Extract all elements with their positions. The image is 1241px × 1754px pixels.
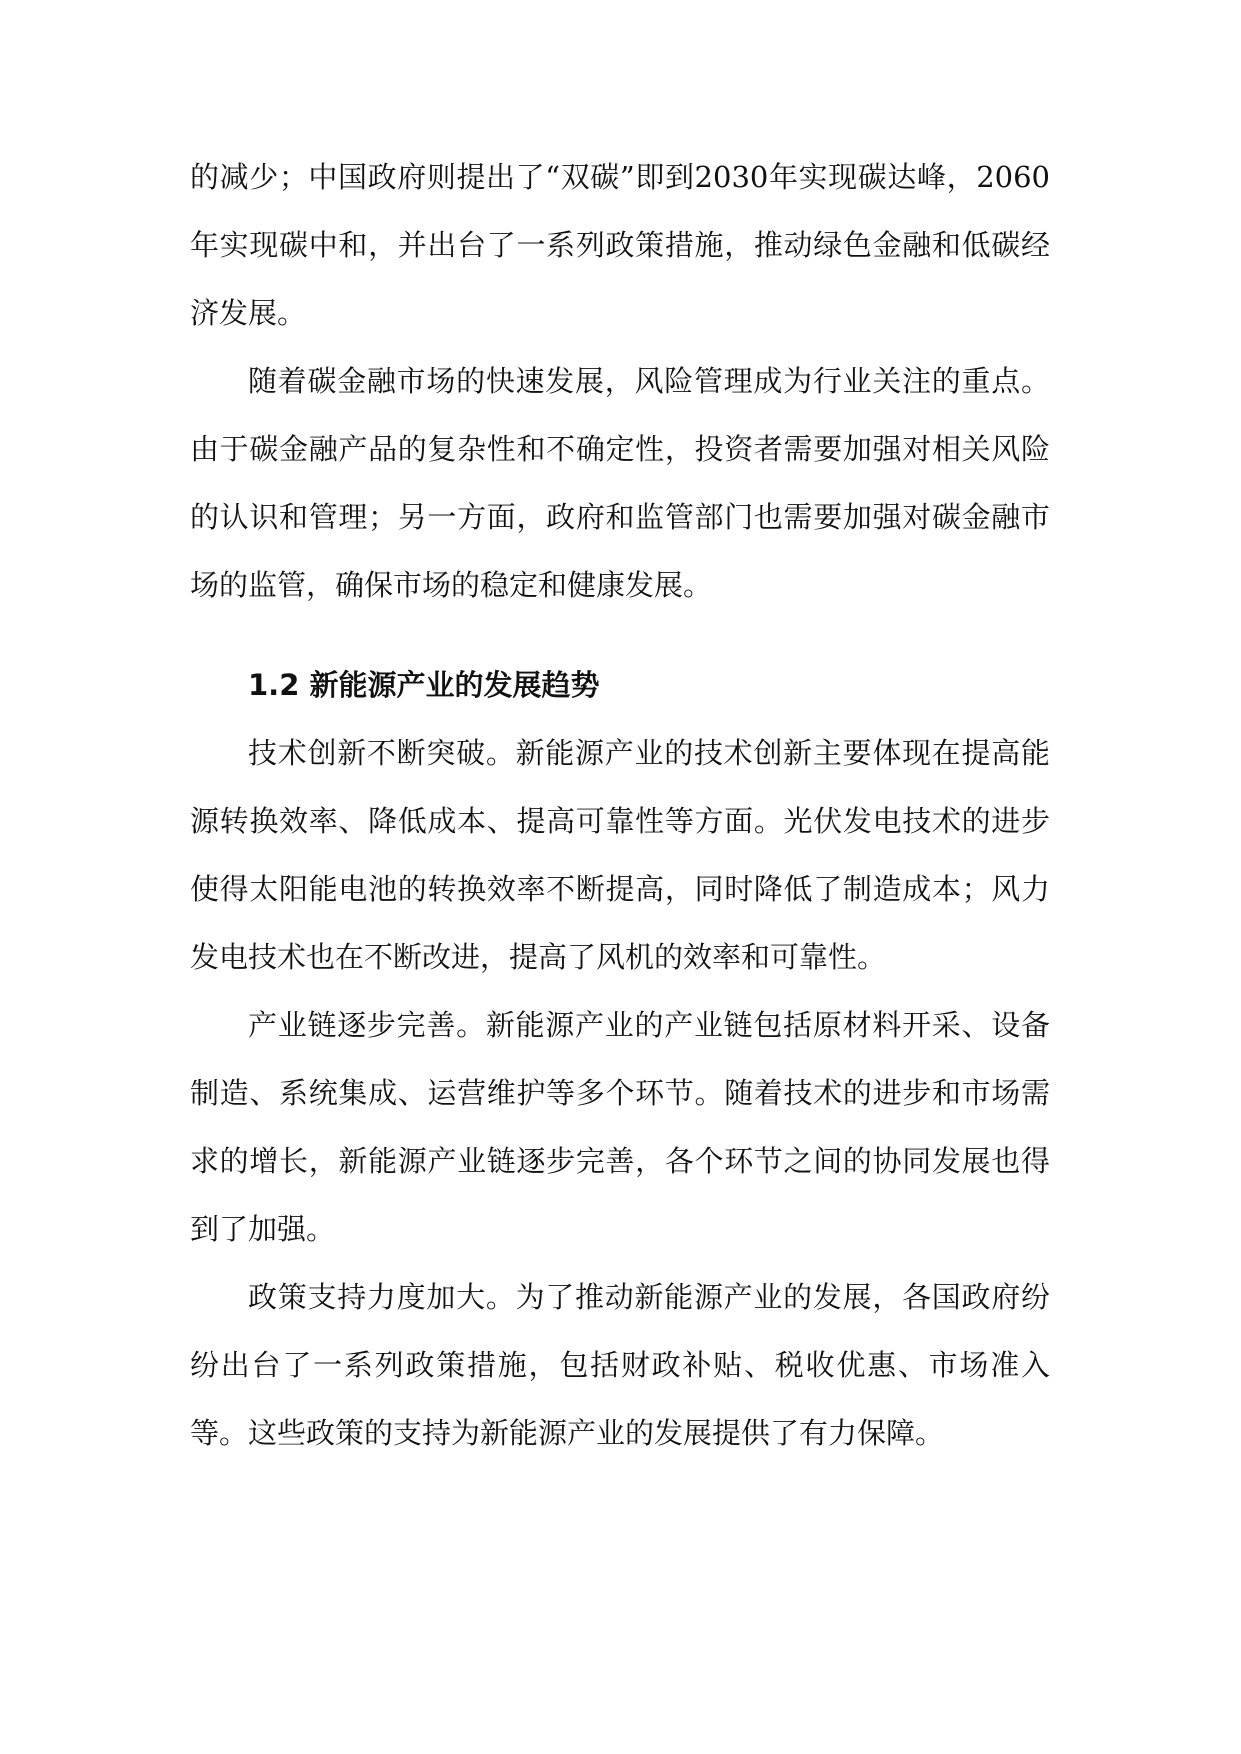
paragraph-carbon-goals: 的减少；中国政府则提出了“双碳”即到2030年实现碳达峰，2060年实现碳中和，并出台了一系列政策措施，推动绿色金融和低碳经济发展。 xyxy=(190,160,1050,330)
paragraph-policy-support: 政策支持力度加大。为了推动新能源产业的发展，各国政府纷纷出台了一系列政策措施，包括财政补贴、税收优惠、市场准入等。这些政策的支持为新能源产业的发展提供了有力保障。 xyxy=(190,1280,1050,1450)
document-body xyxy=(190,143,1050,1467)
section-heading: 1.2 新能源产业的发展趋势 xyxy=(248,668,600,702)
paragraph-risk-management: 随着碳金融市场的快速发展，风险管理成为行业关注的重点。由于碳金融产品的复杂性和不确定性，投资者需要加强对相关风险的认识和管理；另一方面，政府和监管部门也需要加强对碳金融市场的监管，确保市场的稳定和健康发展。 xyxy=(190,364,1050,602)
paragraph-industry-chain: 产业链逐步完善。新能源产业的产业链包括原材料开采、设备制造、系统集成、运营维护等多个环节。随着技术的进步和市场需求的增长，新能源产业链逐步完善，各个环节之间的协同发展也得到了加强。 xyxy=(190,1008,1050,1246)
paragraph-technology-innovation: 技术创新不断突破。新能源产业的技术创新主要体现在提高能源转换效率、降低成本、提高可靠性等方面。光伏发电技术的进步使得太阳能电池的转换效率不断提高，同时降低了制造成本；风力发电技术也在不断改进，提高了风机的效率和可靠性。 xyxy=(190,736,1050,974)
